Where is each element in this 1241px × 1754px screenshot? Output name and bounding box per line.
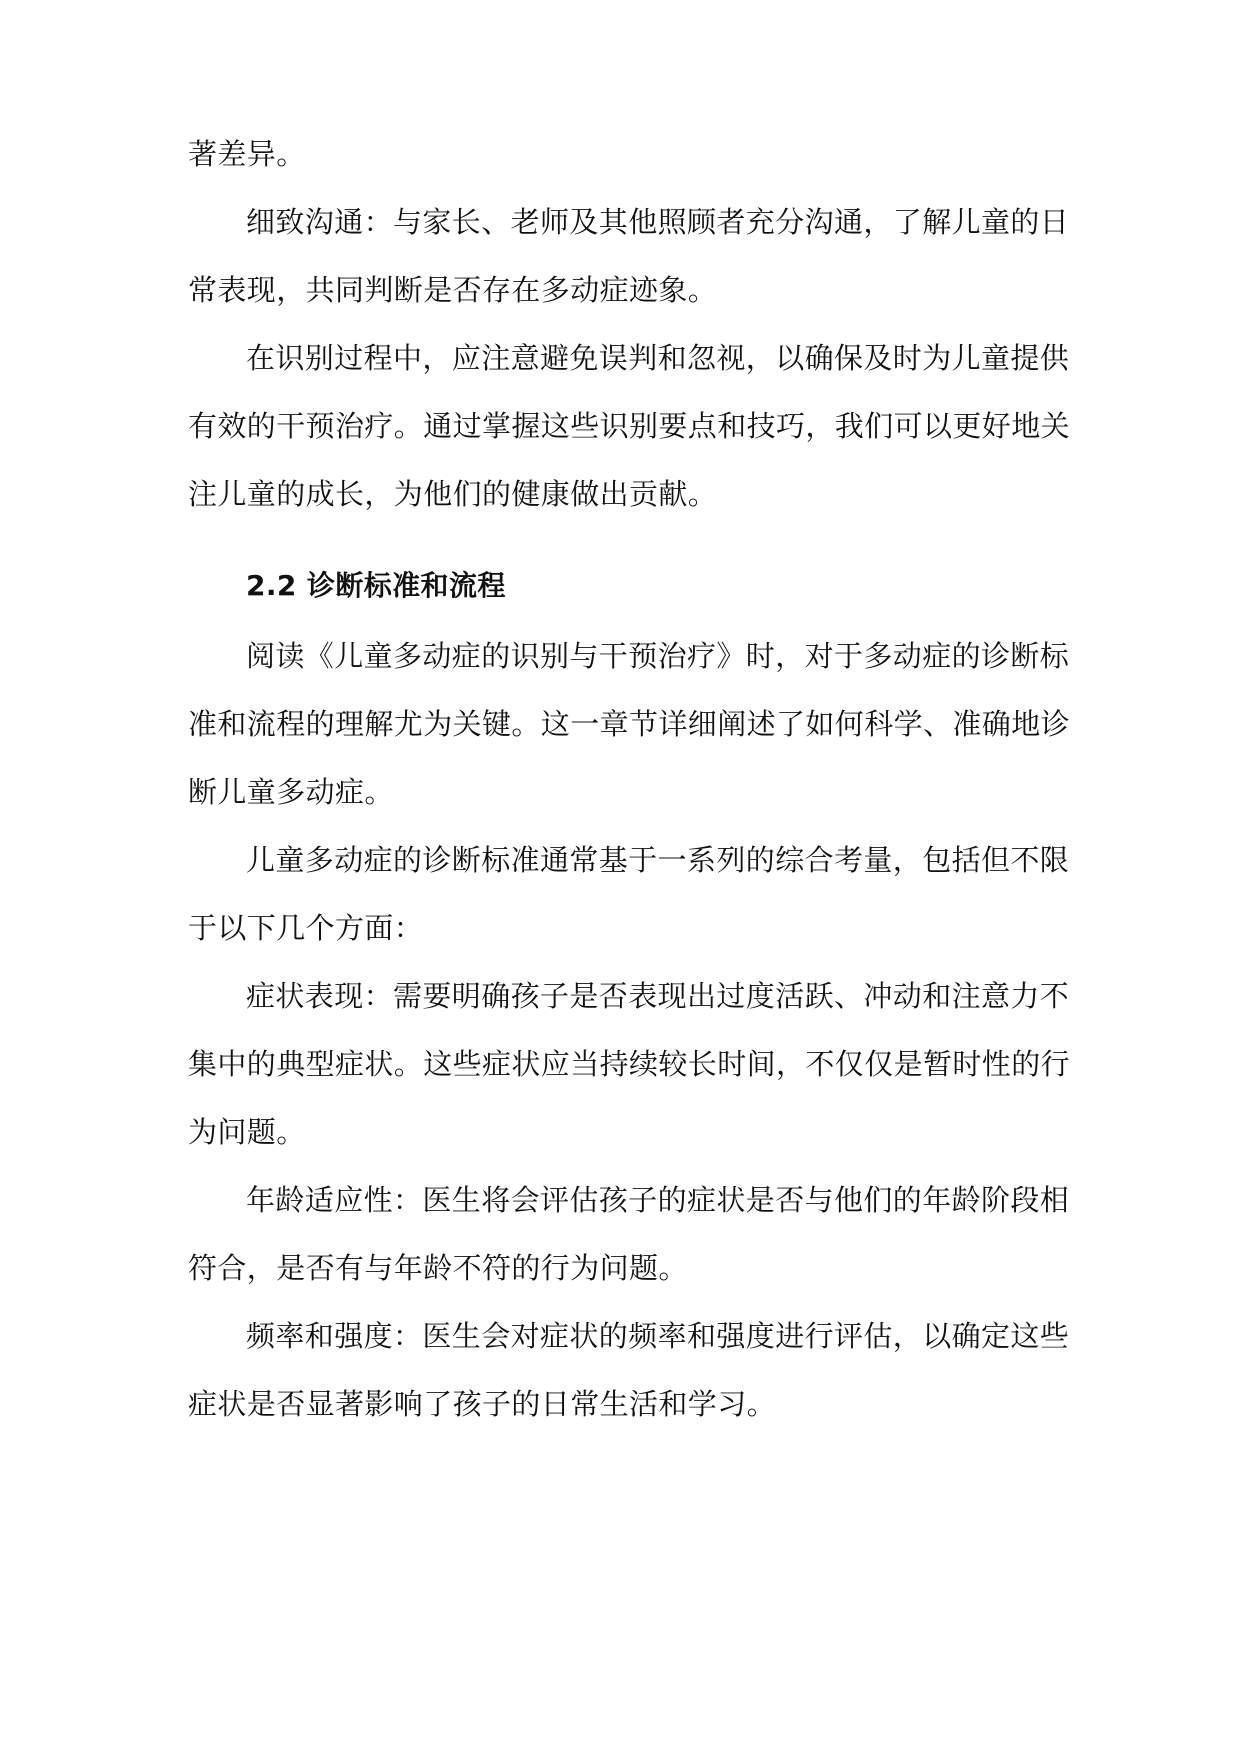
paragraph-line: 常表现，共同判断是否存在多动症迹象。 (188, 273, 718, 307)
paragraph-line: 著差异。 (188, 137, 306, 171)
paragraph-line: 有效的干预治疗。通过掌握这些识别要点和技巧，我们可以更好地关 (188, 409, 1071, 443)
paragraph-line: 注儿童的成长，为他们的健康做出贡献。 (188, 477, 718, 511)
section-heading: 2.2 诊断标准和流程 (246, 569, 506, 602)
paragraph-line: 准和流程的理解尤为关键。这一章节详细阐述了如何科学、准确地诊 (188, 707, 1071, 741)
paragraph-line: 年龄适应性：医生将会评估孩子的症状是否与他们的年龄阶段相 (246, 1183, 1070, 1217)
paragraph-line: 症状是否显著影响了孩子的日常生活和学习。 (188, 1387, 777, 1421)
paragraph-line: 阅读《儿童多动症的识别与干预治疗》时，对于多动症的诊断标 (246, 639, 1070, 673)
paragraph-line: 断儿童多动症。 (188, 775, 394, 809)
paragraph-line: 儿童多动症的诊断标准通常基于一系列的综合考量，包括但不限 (246, 843, 1070, 877)
paragraph-line: 集中的典型症状。这些症状应当持续较长时间，不仅仅是暂时性的行 (188, 1047, 1071, 1081)
paragraph-line: 为问题。 (188, 1115, 306, 1149)
paragraph-line: 在识别过程中，应注意避免误判和忽视，以确保及时为儿童提供 (246, 341, 1070, 375)
paragraph-line: 频率和强度：医生会对症状的频率和强度进行评估，以确定这些 (246, 1319, 1070, 1353)
paragraph-line: 细致沟通：与家长、老师及其他照顾者充分沟通，了解儿童的日 (246, 205, 1070, 239)
paragraph-line: 症状表现：需要明确孩子是否表现出过度活跃、冲动和注意力不 (246, 979, 1070, 1013)
paragraph-line: 于以下几个方面： (188, 911, 424, 945)
paragraph-line: 符合，是否有与年龄不符的行为问题。 (188, 1251, 688, 1285)
